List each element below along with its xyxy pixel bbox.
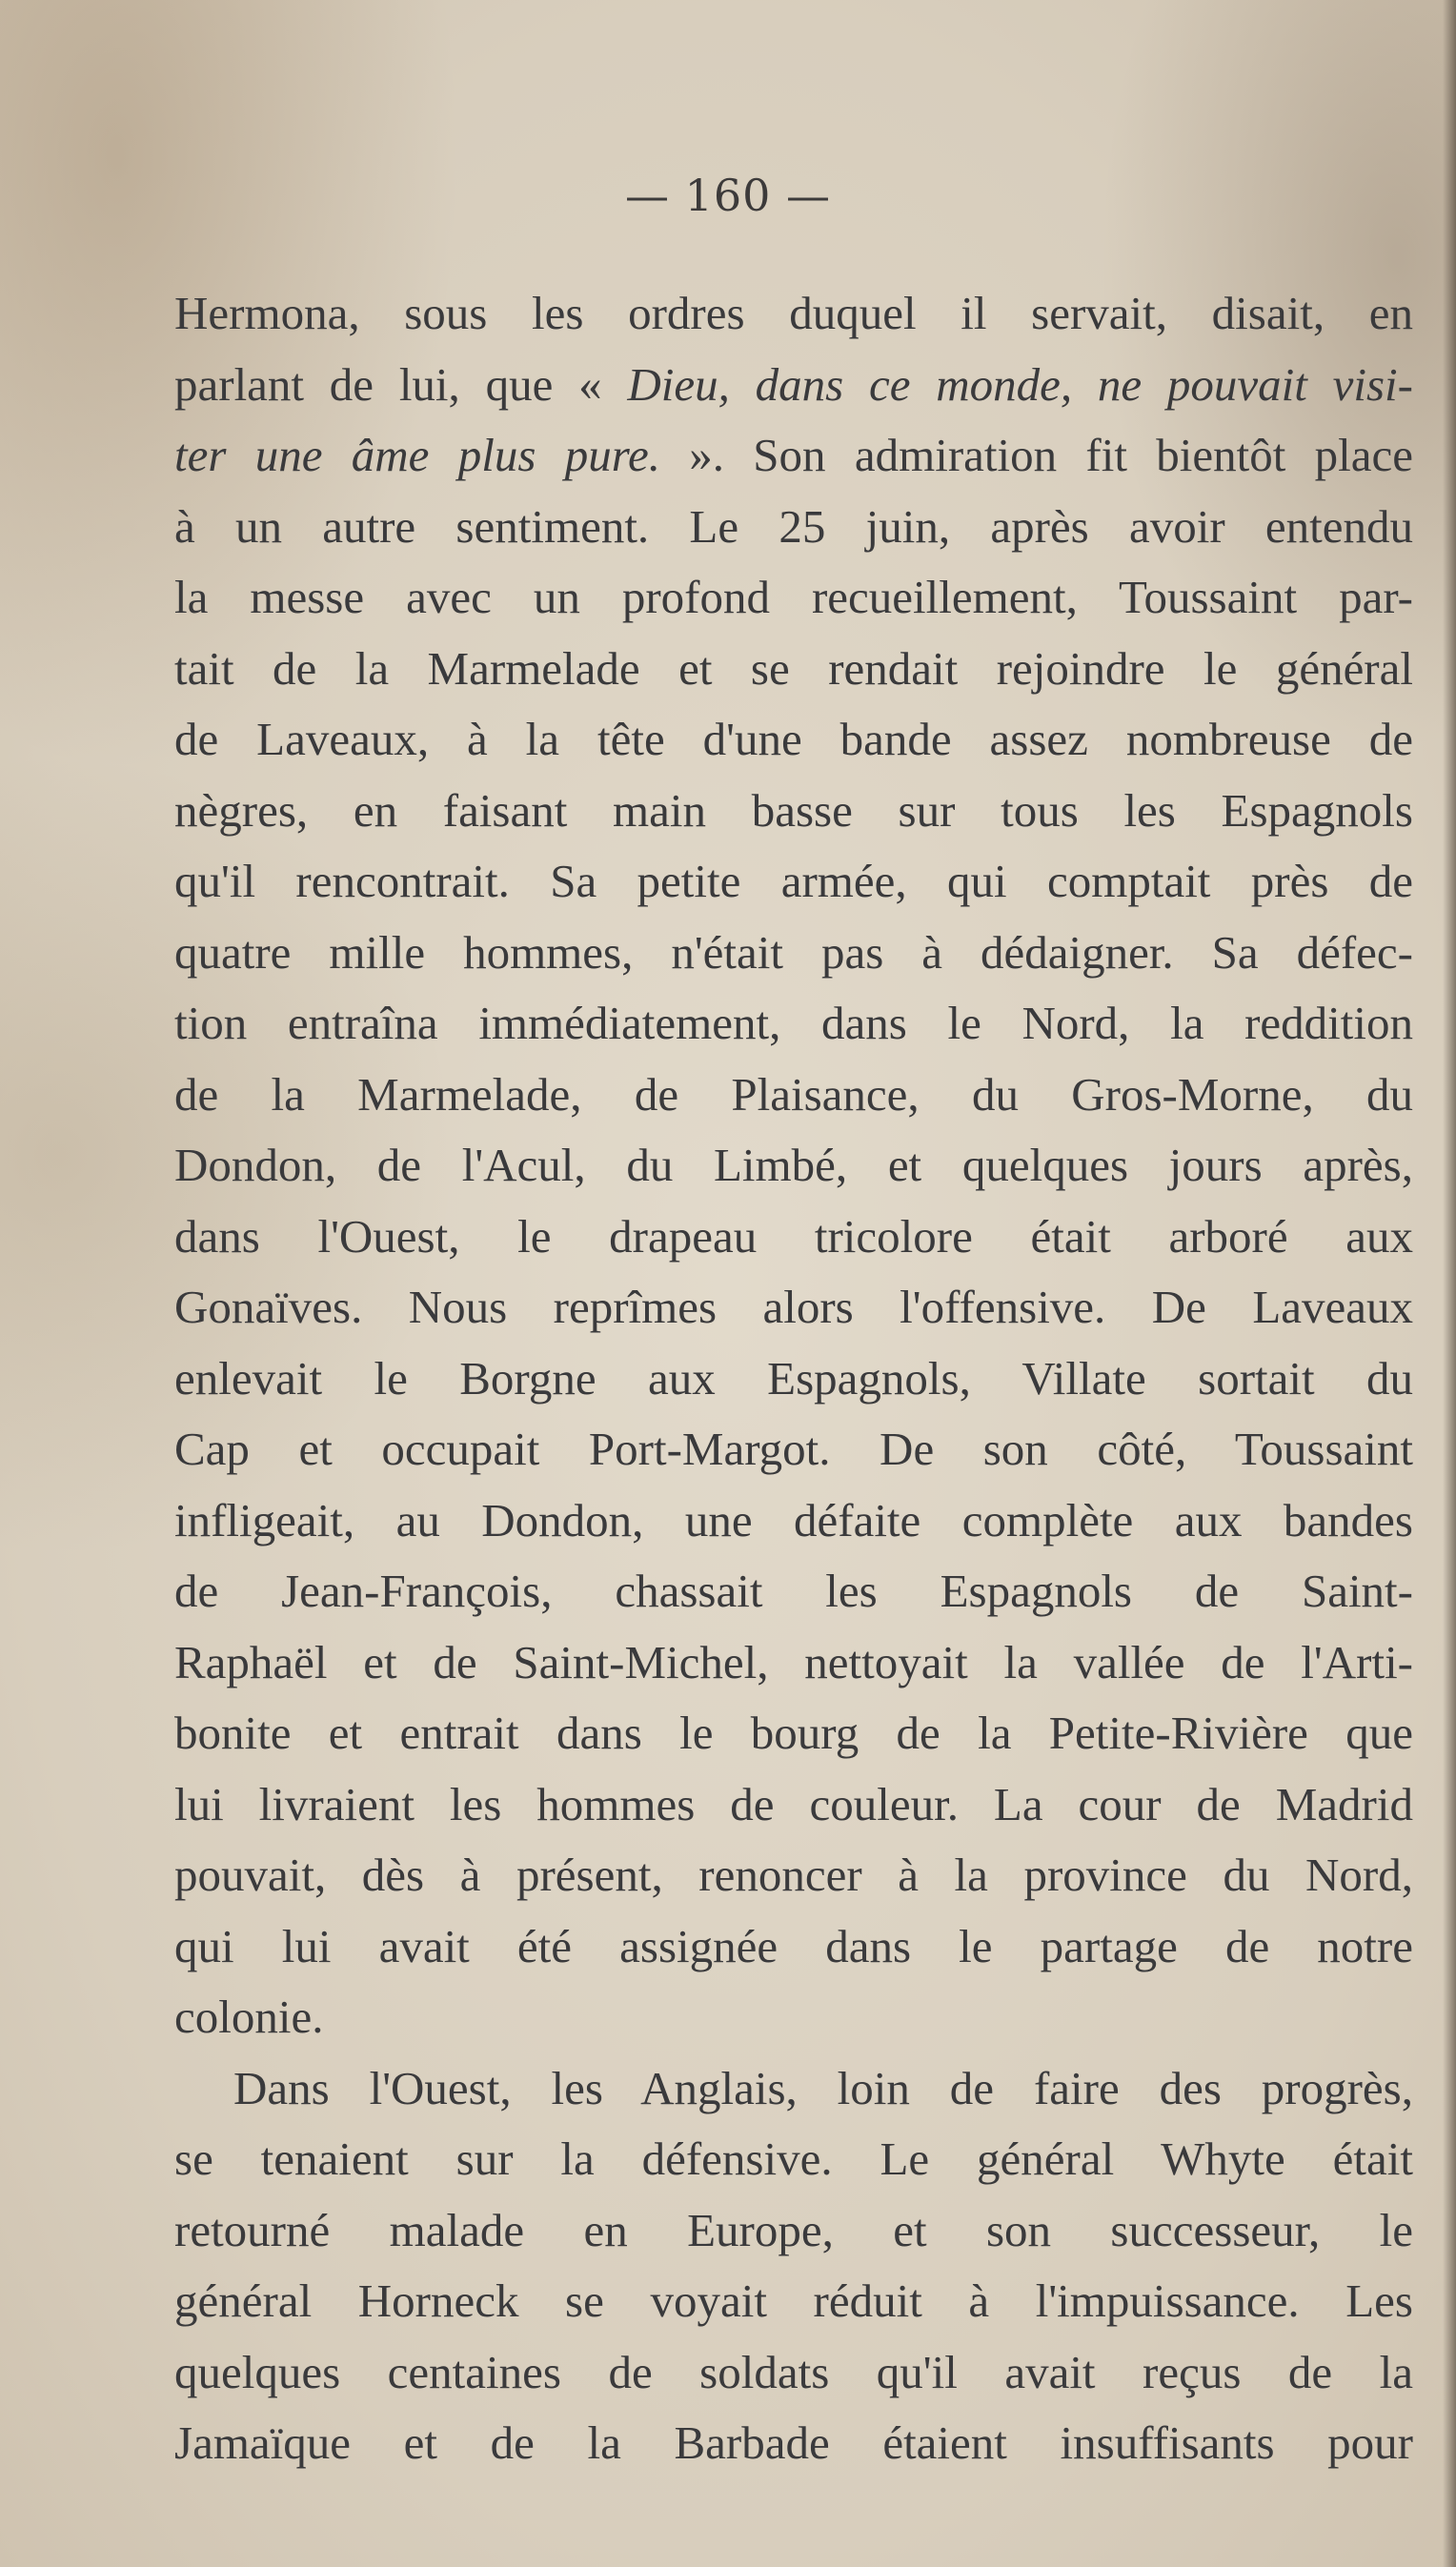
text-line: lui livraient les hommes de couleur. La cour de Madrid [174,1777,1413,1830]
text-line: Gonaïves. Nous reprîmes alors l'offensive. De Laveaux [174,1281,1413,1333]
paragraph-1 [174,278,1413,2053]
italic-quote: Dieu, dans ce monde, ne pouvait visi- [627,357,1413,411]
text-line: nègres, en faisant main basse sur tous les Espagnols [174,783,1413,837]
text-line: de la Marmelade, de Plaisance, du Gros-Morne, du [174,1067,1413,1121]
text-line: infligeait, au Dondon, une défaite complète aux bandes [174,1493,1413,1546]
text-line [174,420,1413,492]
text-span: ». Son admiration fit bientôt place [659,429,1414,481]
text-line: de Laveaux, à la tête d'une bande assez nombreuse de [174,713,1413,765]
text-line: dans l'Ouest, le drapeau tricolore était arboré aux [174,1209,1413,1263]
text-line: qui lui avait été assignée dans le partage de notre [174,1919,1413,1972]
text-line: Dondon, de l'Acul, du Limbé, et quelques jours après, [174,1139,1413,1191]
text-span: parlant de lui, que « [174,357,628,411]
text-line: se tenaient sur la défensive. Le général Whyte était [174,2132,1413,2185]
text-line: Hermona, sous les ordres duquel il servait, disait, en [174,287,1413,339]
text-line: la messe avec un profond recueillement, Toussaint par- [174,571,1413,623]
body-text [174,278,1413,2479]
text-line: tion entraîna immédiatement, dans le Nord, la reddition [174,997,1413,1049]
text-line: à un autre sentiment. Le 25 juin, après avoir entendu [174,499,1413,553]
italic-quote: ter une âme plus pure. [174,429,660,481]
text-line: quatre mille hommes, n'était pas à dédaigner. Sa défec- [174,925,1413,979]
text-line: retourné malade en Europe, et son successeur, le [174,2203,1413,2256]
page-number: — 160 — [624,170,832,221]
text-line: tait de la Marmelade et se rendait rejoindre le général [174,641,1413,695]
text-line: Dans l'Ouest, les Anglais, loin de faire des progrès, [233,2061,1413,2114]
text-line: général Horneck se voyait réduit à l'impuissance. Les [174,2274,1413,2327]
text-line: quelques centaines de soldats qu'il avait reçus de la [174,2345,1413,2398]
text-line: de Jean-François, chassait les Espagnols de Saint- [174,1565,1413,1617]
text-line: Cap et occupait Port-Margot. De son côté, Toussaint [174,1423,1413,1475]
text-line: Raphaël et de Saint-Michel, nettoyait la vallée de l'Arti- [174,1635,1413,1688]
text-line: bonite et entrait dans le bourg de la Petite-Rivière que [174,1707,1413,1759]
text-line [174,350,1413,421]
text-line: colonie. [174,1991,324,2043]
text-line: pouvait, dès à présent, renoncer à la province du Nord, [174,1849,1413,1901]
text-line: qu'il rencontrait. Sa petite armée, qui comptait près de [174,855,1413,907]
text-line: enlevait le Borgne aux Espagnols, Villate sortait du [174,1351,1413,1405]
text-line: Jamaïque et de la Barbade étaient insuffisants pour [174,2416,1413,2469]
paragraph-2 [174,2053,1413,2479]
page-edge-shadow [1443,0,1456,2567]
